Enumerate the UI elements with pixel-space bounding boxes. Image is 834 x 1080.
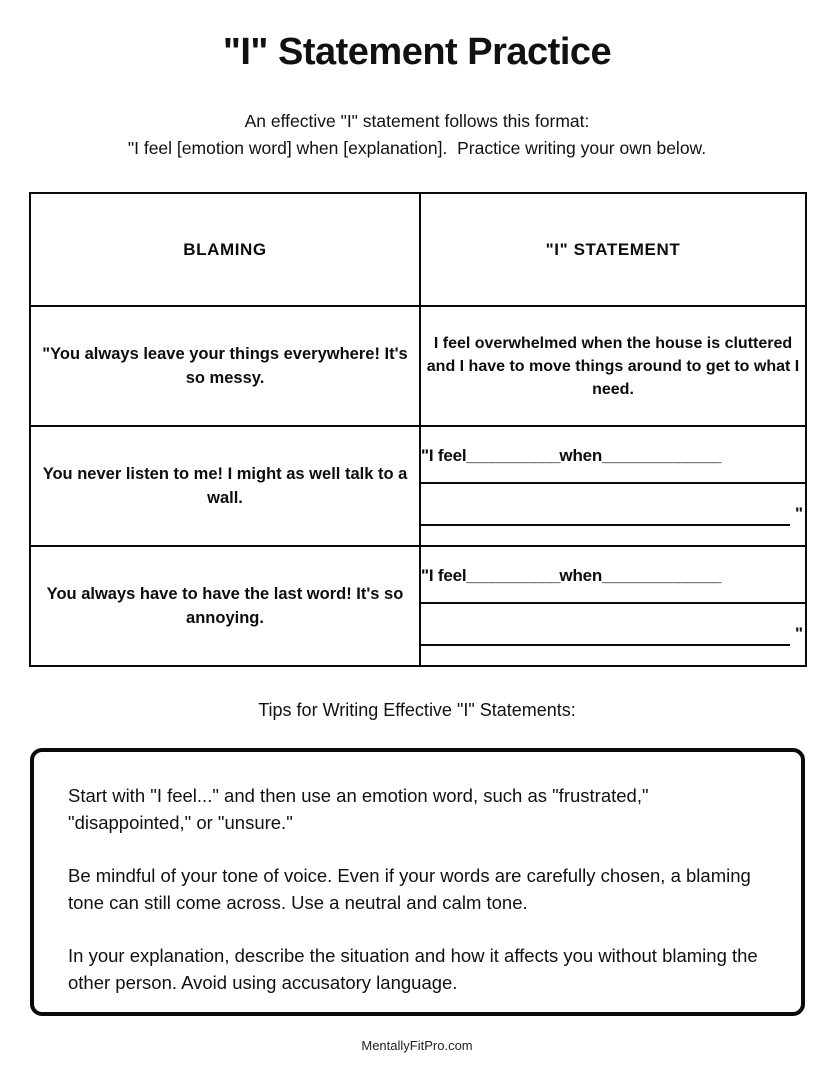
writing-rule-line[interactable]: [421, 482, 805, 484]
closing-quote-mark: ": [794, 624, 803, 643]
tip-item: Start with "I feel..." and then use an emotion word, such as "frustrated," "disappointed," or "unsure.": [68, 785, 649, 833]
practice-table: [29, 192, 807, 667]
blaming-statement-2: You never listen to me! I might as well talk to a wall.: [30, 426, 420, 546]
format-instructions: [0, 108, 834, 162]
column-header-blaming: BLAMING: [30, 193, 420, 306]
writing-rule-line[interactable]: [421, 644, 790, 646]
column-header-i-statement: "I" STATEMENT: [420, 193, 806, 306]
blank-prefix-label: "I feel: [421, 566, 467, 585]
writing-rule-line[interactable]: [421, 524, 790, 526]
i-statement-answer-area-2[interactable]: [420, 426, 806, 546]
closing-quote-row: [421, 502, 805, 524]
tips-box: [30, 748, 805, 1016]
format-instructions-line-1: An effective "I" statement follows this format:: [244, 111, 590, 131]
tip-item: In your explanation, describe the situation and how it affects you without blaming the other person. Avoid using accusatory language.: [68, 945, 758, 993]
tip-item: Be mindful of your tone of voice. Even if your words are carefully chosen, a blaming tone can still come across. Use a neutral and calm tone.: [68, 865, 751, 913]
writing-rule-line[interactable]: [421, 602, 805, 604]
blank-prompt-line-2: [421, 446, 805, 466]
page-title: "I" Statement Practice: [222, 31, 612, 73]
closing-quote-row: [421, 622, 805, 644]
blank-field-emotion[interactable]: ___________: [466, 446, 560, 465]
table-row: [30, 426, 806, 546]
blank-when-label: when: [559, 446, 603, 465]
i-statement-example-1: I feel overwhelmed when the house is cluttered and I have to move things around to get to what I need.: [420, 306, 806, 426]
blank-prompt-line-3: [421, 566, 805, 586]
tips-heading: Tips for Writing Effective "I" Statements:: [258, 700, 576, 720]
table-header-row: [30, 193, 806, 306]
blaming-statement-3: You always have to have the last word! It's so annoying.: [30, 546, 420, 666]
footer-branding: MentallyFitPro.com: [361, 1038, 473, 1053]
blaming-statement-1: "You always leave your things everywhere! It's so messy.: [30, 306, 420, 426]
closing-quote-mark: ": [794, 504, 803, 523]
table-row: [30, 306, 806, 426]
i-statement-answer-area-3[interactable]: [420, 546, 806, 666]
blank-prefix-label: "I feel: [421, 446, 467, 465]
blank-when-label: when: [559, 566, 603, 585]
blank-field-emotion[interactable]: ___________: [466, 566, 560, 585]
format-instructions-line-2: "I feel [emotion word] when [explanation]. Practice writing your own below.: [127, 138, 707, 158]
table-row: [30, 546, 806, 666]
blank-field-explanation[interactable]: ______________: [602, 566, 721, 585]
blank-field-explanation[interactable]: ______________: [602, 446, 721, 465]
